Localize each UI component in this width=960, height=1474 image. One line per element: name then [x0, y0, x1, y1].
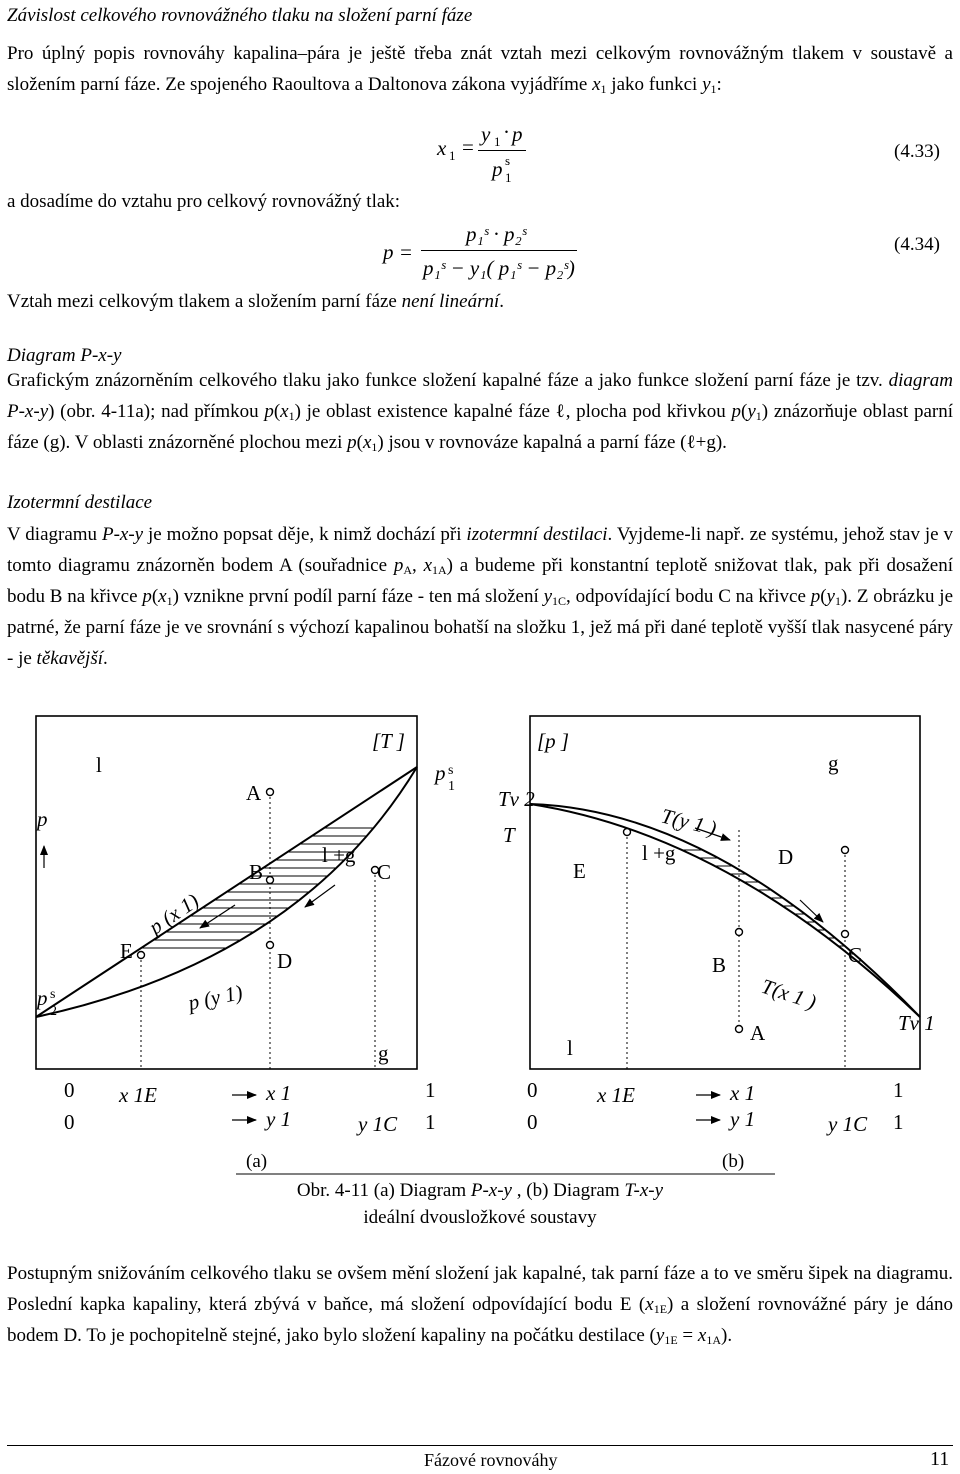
label-a-one1: 1: [425, 1078, 436, 1102]
label-b-D: D: [778, 845, 794, 869]
label-a-p1s-sub: 1: [448, 779, 455, 794]
panel-b-frame: [530, 716, 920, 1069]
label-b-zero1: 0: [527, 1078, 538, 1102]
figure-4-11: [0, 700, 960, 1240]
label-a-x1E: x 1E: [119, 1083, 157, 1107]
diagram-heading: Diagram P-x-y: [7, 345, 122, 366]
label-b-Ty1: T(y 1 ): [658, 803, 719, 841]
isothermal-paragraph: V diagramu P-x-y je možno popsat děje, k nimž dochází při izotermní destilaci. Vyjdeme-li např. ze systému, jehož stav je v tomto diagramu znázorněn bodem A (souřadnice $p_A$, $x_{1A}$) a budeme při konstantní teplotě snižovat tlak, pak při dosažení bodu B na křivce $p(x_1)$ vznikne první podíl parní fáze - ten má složení $y_{1C}$, odpovídající bodu C na křivce $p(y_1)$. Z obrázku je patrné, že parní fáze je ve srovnání s výchozí kapalinou bohatší na složku 1, jež má při dané teplotě vyšší tlak nasycené páry - je těkavější.: [7, 524, 954, 669]
section-title: Závislost celkového rovnovážného tlaku na složení parní fáze: [7, 5, 473, 26]
label-a-ell: l: [96, 753, 102, 777]
point-b-E: [624, 829, 631, 836]
label-b-zero2: 0: [527, 1110, 538, 1134]
point-a-D: [267, 942, 274, 949]
label-a-y1: y 1: [266, 1107, 292, 1131]
label-b-tag: (b): [722, 1151, 745, 1172]
point-b-C: [842, 931, 849, 938]
label-a-p: p: [37, 807, 48, 831]
label-b-Tx1: T(x 1 ): [758, 973, 820, 1015]
label-b-bracket: [p ]: [537, 729, 570, 753]
label-a-lg: l +g: [322, 843, 356, 867]
point-a-A: [267, 789, 274, 796]
footer-rule: [7, 1445, 953, 1446]
label-b-Tv1: Tv 1: [898, 1011, 935, 1035]
label-b-y1: y 1: [730, 1107, 756, 1131]
label-a-B: B: [249, 860, 264, 884]
arrow-a-py: [305, 885, 335, 907]
label-a-x1: x 1: [266, 1081, 292, 1105]
mid-text: a dosadíme do vztahu pro celkový rovnovážný tlak:: [7, 191, 401, 212]
label-b-A: A: [750, 1021, 766, 1045]
point-a-E: [138, 952, 145, 959]
label-b-ell: l: [567, 1036, 573, 1060]
page-number: 11: [930, 1448, 950, 1470]
point-a-B: [267, 877, 274, 884]
final-paragraph: Postupným snižováním celkového tlaku se ovšem mění složení jak kapalné, tak parní fáze a to ve směru šipek na diagramu. Poslední kapka kapaliny, která zbývá v baňce, má složení odpovídající bodu E $(x_{1E})$ a složení rovnovážné páry je dáno bodem D. To je pochopitelně stejné, jako bylo složení kapaliny na počátku destilace $(y_{1E} = x_{1A})$.: [7, 1263, 953, 1347]
nonlinear-text: Vztah mezi celkovým tlakem a složením parní fáze není lineární.: [7, 291, 505, 312]
label-a-p1s-sup: s: [448, 763, 454, 778]
diagram-paragraph: Grafickým znázorněním celkového tlaku jako funkce složení kapalné fáze a jako funkce složení parní fáze je tzv. diagram P-x-y) (obr. 4-11a); nad přímkou $p(x_1)$ je oblast existence kapalné fáze ℓ, plocha pod křivkou $p(y_1)$ znázorňuje oblast parní fáze (g). V oblasti znázorněné plochou mezi $p(x_1)$ jsou v rovnováze kapalná a parní fáze (ℓ+g).: [7, 370, 953, 454]
point-b-D: [842, 847, 849, 854]
label-b-lg: l +g: [642, 841, 676, 865]
label-a-p2s: p: [37, 986, 48, 1010]
label-b-Tv2: Tv 2: [498, 787, 535, 811]
label-a-E: E: [120, 939, 133, 963]
label-a-g: g: [378, 1041, 389, 1065]
label-b-one2: 1: [893, 1110, 904, 1134]
label-a-bracket: [T ]: [372, 729, 405, 753]
label-a-p2s-sup: s: [50, 987, 56, 1002]
label-b-g: g: [828, 751, 839, 775]
intro-paragraph: Pro úplný popis rovnováhy kapalina–pára je ještě třeba znát vztah mezi celkovým rovnovážným tlakem v soustavě a složením parní fáze. Ze spojeného Raoultova a Daltonova zákona vyjádříme $x_1$ jako funkci $y_1$:: [7, 43, 953, 96]
panel-b-dew-curve: [530, 804, 920, 1017]
point-b-B: [736, 929, 743, 936]
label-b-x1E: x 1E: [597, 1083, 635, 1107]
label-a-zero1: 0: [64, 1078, 75, 1102]
label-b-y1C: y 1C: [828, 1112, 868, 1136]
label-a-tag: (a): [246, 1151, 268, 1172]
isothermal-heading: Izotermní destilace: [7, 492, 153, 513]
label-b-B: B: [712, 953, 727, 977]
label-a-A: A: [246, 781, 262, 805]
panel-b-bubble-curve: [530, 804, 920, 1017]
panel-a-hatch: [36, 828, 420, 948]
label-a-px1: p (x 1): [144, 888, 204, 940]
label-a-C: C: [377, 860, 392, 884]
label-a-y1C: y 1C: [358, 1112, 398, 1136]
label-a-p2s-sub: 2: [50, 1004, 57, 1019]
label-b-C: C: [848, 943, 863, 967]
label-b-x1: x 1: [730, 1081, 756, 1105]
label-a-one2: 1: [425, 1110, 436, 1134]
label-b-T: T: [503, 823, 515, 847]
point-b-A: [736, 1026, 743, 1033]
label-b-E: E: [573, 859, 586, 883]
footer-title: Fázové rovnováhy: [424, 1450, 558, 1470]
label-a-p1s: p: [435, 761, 446, 785]
panel-b-hatch: [530, 850, 920, 954]
label-b-one1: 1: [893, 1078, 904, 1102]
panel-a-liquid-line: [36, 767, 417, 1017]
label-a-D: D: [277, 949, 293, 973]
figure-caption: Obr. 4-11 (a) Diagram P-x-y , (b) Diagram T-x-y ideální dvousložkové soustavy: [296, 1180, 664, 1228]
label-a-zero2: 0: [64, 1110, 75, 1134]
label-a-py1: p (y 1): [186, 980, 245, 1015]
